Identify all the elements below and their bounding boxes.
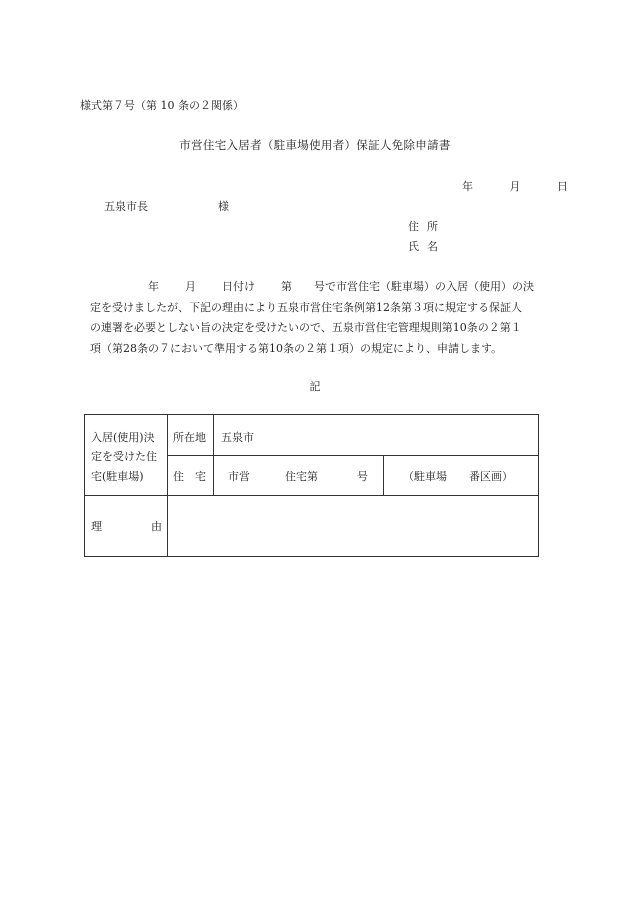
body-line-4: 項（第28条の７において準用する第10条の２第１項）の規定により、申請します。 [90, 341, 503, 355]
details-table [84, 414, 539, 557]
row-header-line-2: 定を受けた住 [91, 450, 157, 463]
form-number: 様式第７号（第 10 条の２関係） [80, 99, 244, 112]
housing-name-label: 住宅第 [285, 470, 318, 483]
body-year: 年 [148, 280, 159, 293]
body-line-2: 定を受けましたが、下記の理由により五泉市営住宅条例第12条第３項に規定する保証人 [90, 300, 522, 314]
body-line-1-rest: 号で市営住宅（駐車場）の入居（使用）の決 [314, 280, 534, 293]
applicant-address-label: 住所 [408, 220, 446, 233]
parking-section-label: 番区画） [469, 470, 513, 483]
date-field [462, 178, 568, 194]
ki-heading: 記 [309, 380, 321, 393]
table-divider-h1 [167, 455, 538, 456]
reason-label-char-1: 理 [91, 520, 102, 533]
body-day: 日付け [222, 280, 255, 293]
body-month: 月 [185, 280, 196, 293]
document-title: 市営住宅入居者（駐車場使用者）保証人免除申請書 [179, 138, 451, 152]
row-header-line-3: 宅(駐車場) [91, 470, 144, 483]
row-header-line-1: 入居(使用)決 [91, 431, 155, 444]
table-divider-v3 [383, 455, 384, 495]
mayor-label: 五泉市長 [104, 200, 148, 213]
location-label: 所在地 [173, 431, 206, 444]
location-value: 五泉市 [221, 431, 254, 444]
parking-label: （駐車場 [403, 470, 447, 483]
housing-label: 住 宅 [173, 470, 206, 483]
table-divider-h2 [85, 495, 538, 496]
housing-city-label: 市営 [228, 470, 250, 483]
honorific-label: 様 [218, 200, 229, 213]
body-line-1 [90, 277, 560, 298]
applicant-name-label: 氏名 [408, 240, 446, 253]
body-no: 第 [281, 280, 292, 293]
addressee [104, 198, 229, 214]
date-year-label: 年 [462, 180, 473, 193]
application-body [90, 277, 560, 359]
date-month-label: 月 [509, 180, 521, 193]
body-line-3: の連署を必要としない旨の決定を受けたいので、五泉市営住宅管理規則第10条の２第１ [90, 321, 522, 334]
housing-number-label: 号 [357, 470, 368, 483]
table-divider-v1 [167, 415, 168, 556]
date-day-label: 日 [557, 180, 568, 193]
reason-label-char-2: 由 [151, 520, 162, 533]
